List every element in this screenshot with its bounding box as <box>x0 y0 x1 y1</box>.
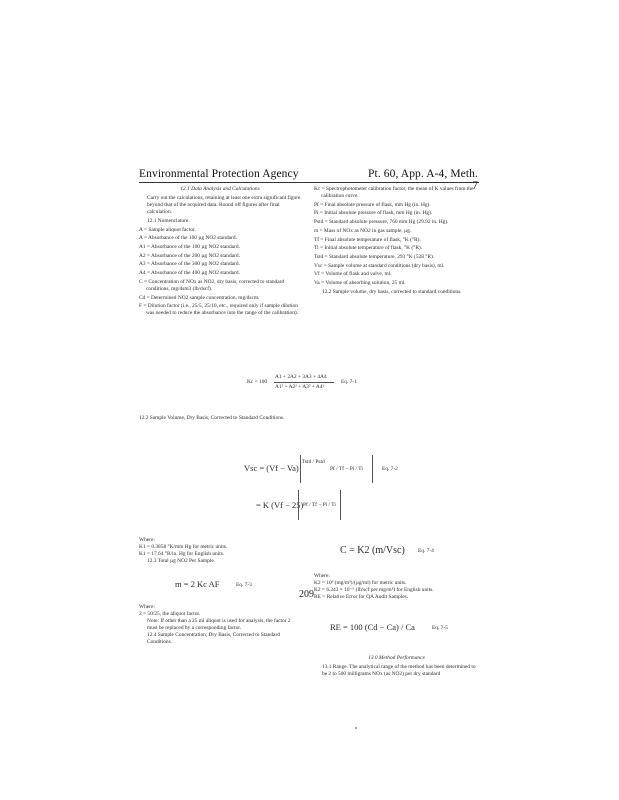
nomen-item: Pf = Final absolute pressure of flask, mm Hg (in. Hg). <box>314 201 431 208</box>
nomen-item: 12.2 Sample volume, dry basis, corrected to standard conditions. <box>322 288 462 295</box>
nomen-item: F = Dilution factor (i.e., 25/5, 25/10, etc., required only if sample dilution was needed to reduce the absorbance into the range of the calibration). <box>139 303 299 317</box>
nomen-item: Ti = Initial absolute temperature of flask, °K (°R). <box>314 245 423 252</box>
eq-vsc-label: Eq. 7-2 <box>382 466 398 472</box>
nomen-item: Tstd = Standard absolute temperature, 293 °K (528 °R). <box>314 253 435 260</box>
nomen-item: m = Mass of NOx as NO2 in gas sample, µg. <box>314 227 412 234</box>
aliquot-note: Note: If other than a 25 ml aliquot is used for analysis, the factor 2 must be replaced by a corresponding factor. <box>147 618 291 632</box>
section-13-heading: 13.0 Method Performance <box>368 655 425 661</box>
nomenclature-heading: 12.1 Nomenclature. <box>147 217 190 224</box>
nomen-item: Pi = Initial absolute pressure of flask, mm Hg (in. Hg). <box>314 210 433 217</box>
eq-re: RE = 100 (Cd − Ca) / Ca <box>330 622 415 632</box>
where-title-2: Where: <box>139 604 155 610</box>
nomen-item: A1 = Absorbance of the 100 µg NO2 standard. <box>139 244 240 251</box>
section-12-4-heading: 12.4 Sample Concentration, Dry Basis, Corrected to Standard Conditions. <box>147 632 280 646</box>
eq-vsc-bracket-left <box>300 455 301 483</box>
eq-vsc-line2-lhs: = K (Vf − 25) <box>256 500 304 510</box>
eq-vsc-ratio: Tstd / Pstd <box>302 459 325 465</box>
eq-kc-label: Eq. 7-1 <box>341 379 357 385</box>
page-number: 209 <box>299 589 314 600</box>
k2-english: K2 = 6.243 × 10⁻⁵ (lb/scf per mg/m³) for English units. <box>314 587 434 594</box>
nomen-item: Vsc = Sample volume at standard conditions (dry basis), ml. <box>314 262 445 269</box>
left-column-bottom <box>139 604 301 647</box>
nomen-item: Vf = Volume of flask and valve, ml. <box>314 271 392 278</box>
nomen-item: A4 = Absorbance of the 400 µg NO2 standard. <box>139 270 240 277</box>
k2-metric: K2 = 10³ (mg/m³)/(µg/ml) for metric units. <box>314 580 407 587</box>
eq-kc-numerator: A1 + 2A2 + 3A3 + 4A4 <box>275 374 327 380</box>
nomen-item: Cd = Determined NO2 sample concentration, mg/dscm. <box>139 294 260 301</box>
nomen-item: A = Sample aliquot factor. <box>139 226 196 233</box>
eq-c: C = K2 (m/Vsc) <box>340 545 405 556</box>
where-title-3: Where: <box>314 573 330 579</box>
left-column-top <box>139 186 301 319</box>
aliquot-factor-def: 2 = 50/25, the aliquot factor. <box>139 611 201 618</box>
nomen-item: Pstd = Standard absolute pressure, 760 mm Hg (29.92 in. Hg). <box>314 219 449 226</box>
right-column-bottom <box>314 573 479 601</box>
scan-speck <box>355 727 357 729</box>
eq-vsc-line2-bracket-left <box>298 490 299 520</box>
where-block <box>139 537 299 565</box>
eq-kc-denominator: A1² + A2² + A3² + A4² <box>275 384 325 390</box>
method-performance <box>314 655 479 678</box>
nomen-item: A3 = Absorbance of the 300 µg NO2 standard. <box>139 261 240 268</box>
eq-kc-lhs: Kc = 100 <box>247 379 268 385</box>
section-heading: 12.1 Data Analysis and Calculations <box>180 186 260 192</box>
header-rule <box>139 182 479 183</box>
section-12-3-heading: 12.3 Total µg NO2 Per Sample. <box>147 558 216 565</box>
k1-english: K1 = 17.64 °R/in. Hg for English units. <box>139 551 225 558</box>
eq-kc-fraction-line <box>274 382 334 383</box>
nomen-item: Va = Volume of absorbing solution, 25 ml. <box>314 279 406 286</box>
section-13-1-text: 13.1 Range. The analytical range of the method has been determined to be 2 to 500 milligrams NOx (as NO2) per dry standard <box>322 664 476 678</box>
eq-re-label: Eq. 7-5 <box>432 625 448 631</box>
nomen-item: A = Absorbance of the 100 µg NO2 standard. <box>139 235 237 242</box>
section-12-2-heading: 12.2 Sample Volume, Dry Basis, Corrected to Standard Conditions. <box>139 415 285 421</box>
re-def: RE = Relative Error for QA Audit Samples. <box>314 594 409 601</box>
nomen-item: Kc = Spectrophotometer calibration factor, the mean of K values from the calibration curve. <box>314 186 474 200</box>
right-column-top <box>314 186 479 297</box>
eq-vsc-line1-lhs: Vsc = (Vf − Va) <box>244 463 299 473</box>
where-title: Where: <box>139 537 155 543</box>
eq-vsc-bracket-right <box>372 455 373 483</box>
nomen-item: Tf = Final absolute temperature of flask, °K (°R). <box>314 236 421 243</box>
running-header-left: Environmental Protection Agency <box>139 168 299 180</box>
intro-paragraph: Carry out the calculations, retaining at least one extra significant figure beyond that of the acquired data. Round off figures after final calculation. <box>147 195 301 216</box>
eq-vsc-pressure-terms: Pf / Tf − Pi / Ti <box>330 466 363 472</box>
nomen-item: C = Concentration of NOx as NO2, dry basis, corrected to standard conditions, mg/dsm3 (lb/dscf). <box>139 278 285 292</box>
nomen-item: A2 = Absorbance of the 200 µg NO2 standard. <box>139 252 240 259</box>
eq-m: m = 2 Kc AF <box>175 579 220 589</box>
eq-c-label: Eq. 7-4 <box>418 548 434 554</box>
running-header-right: Pt. 60, App. A-4, Meth. 7 <box>368 168 478 192</box>
eq-vsc-line2-pressure-terms: Pf / Tf − Pi / Ti <box>303 502 336 508</box>
eq-m-label: Eq. 7-3 <box>236 582 252 588</box>
k1-metric: K1 = 0.3858 °K/mm Hg for metric units. <box>139 544 228 551</box>
eq-vsc-line2-bracket-right <box>340 490 341 520</box>
